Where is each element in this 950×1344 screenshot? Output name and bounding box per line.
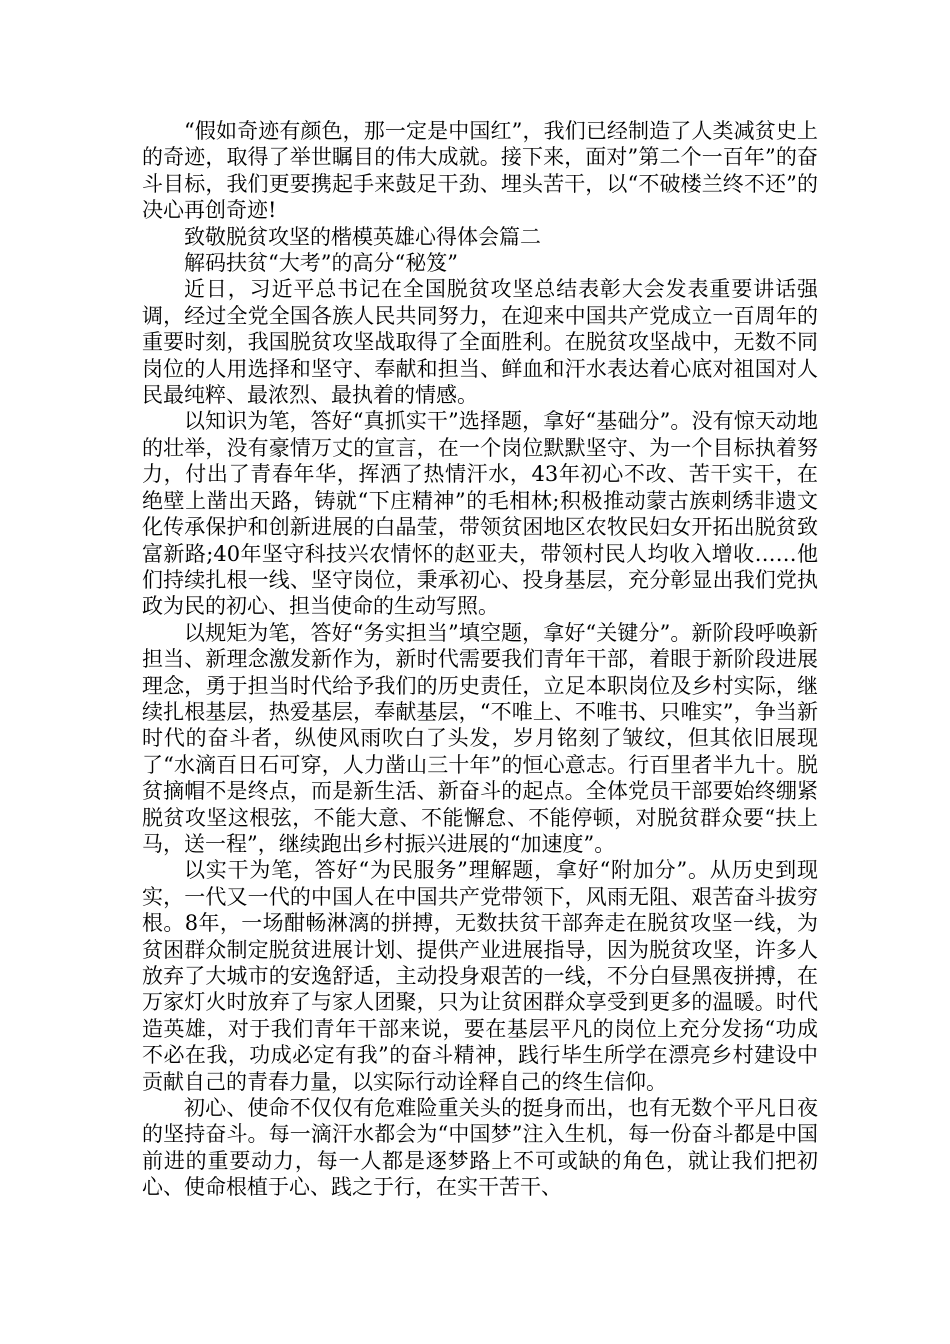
article-subtitle: 解码扶贫“大考”的高分“秘笈” xyxy=(184,251,458,276)
paragraph-knowledge: 以知识为笔，答好“真抓实干”选择题，拿好“基础分”。没有惊天动地的壮举，没有豪情万丈的宣言，在一个岗位默默坚守、为一个目标执着努力，付出了青春年华，挥洒了热情汗水，43年初心不改、苦干实干，在绝壁上凿出天路，铸就“下庄精神”的毛相林;积极推动蒙古族刺绣非遗文化传承保护和创新进展的白晶莹，带领贫困地区农牧民妇女开拓出脱贫致富新路;40年坚守科技兴农情怀的赵亚夫，带领村民人均收入增收……他们持续扎根一线、坚守岗位，秉承初心、投身基层，充分彰显出我们党执政为民的初心、担当使命的生动写照。 xyxy=(142,409,818,619)
paragraph-rules: 以规矩为笔，答好“务实担当”填空题，拿好“关键分”。新阶段呼唤新担当、新理念激发新作为，新时代需要我们青年干部，着眼于新阶段进展理念，勇于担当时代给予我们的历史责任，立足本职岗位及乡村实际，继续扎根基层，热爱基层，奉献基层，“不唯上、不唯书、只唯实”，争当新时代的奋斗者，纵使风雨吹白了头发，岁月铭刻了皱纹，但其依旧展现了“水滴百日石可穿，人力凿山三十年”的恒心意志。行百里者半九十。脱贫摘帽不是终点，而是新生活、新奋斗的起点。全体党员干部要始终绷紧脱贫攻坚这根弦，不能大意、不能懈怠、不能停顿，对脱贫群众要“扶上马，送一程”，继续跑出乡村振兴进展的“加速度”。 xyxy=(142,620,818,856)
article-title: 致敬脱贫攻坚的楷模英雄心得体会篇二 xyxy=(184,224,541,249)
paragraph-mission: 初心、使命不仅仅有危难险重关头的挺身而出，也有无数个平凡日夜的坚持奋斗。每一滴汗水都会为“中国梦”注入生机，每一份奋斗都是中国前进的重要动力，每一人都是逐梦路上不可或缺的角色，就让我们把初心、使命根植于心、践之于行，在实干苦干、 xyxy=(142,1096,818,1200)
paragraph-closing-previous: “假如奇迹有颜色，那一定是中国红”，我们已经制造了人类减贫史上的奇迹，取得了举世瞩目的伟大成就。接下来，面对”第二个一百年”的奋斗目标，我们更要携起手来鼓足干劲、埋头苦干，以“不破楼兰终不还”的决心再创奇迹! xyxy=(142,119,818,223)
paragraph-intro: 近日，习近平总书记在全国脱贫攻坚总结表彰大会发表重要讲话强调，经过全党全国各族人民共同努力，在迎来中国共产党成立一百周年的重要时刻，我国脱贫攻坚战取得了全面胜利。在脱贫攻坚战中，无数不同岗位的人用选择和坚守、奉献和担当、鲜血和汗水表达着心底对祖国对人民最纯粹、最浓烈、最执着的情感。 xyxy=(142,277,818,408)
paragraph-action: 以实干为笔，答好“为民服务”理解题，拿好“附加分”。从历史到现实，一代又一代的中国人在中国共产党带领下，风雨无阻、艰苦奋斗拔穷根。8年，一场酣畅淋漓的拼搏，无数扶贫干部奔走在脱贫攻坚一线，为贫困群众制定脱贫进展计划、提供产业进展指导，因为脱贫攻坚，许多人放弃了大城市的安逸舒适，主动投身艰苦的一线，不分白昼黑夜拼搏，在万家灯火时放弃了与家人团聚，只为让贫困群众享受到更多的温暖。时代造英雄，对于我们青年干部来说，要在基层平凡的岗位上充分发扬“功成不必在我，功成必定有我”的奋斗精神，践行毕生所学在漂亮乡村建设中贡献自己的青春力量，以实际行动诠释自己的终生信仰。 xyxy=(142,858,818,1094)
document-body xyxy=(142,118,818,1201)
